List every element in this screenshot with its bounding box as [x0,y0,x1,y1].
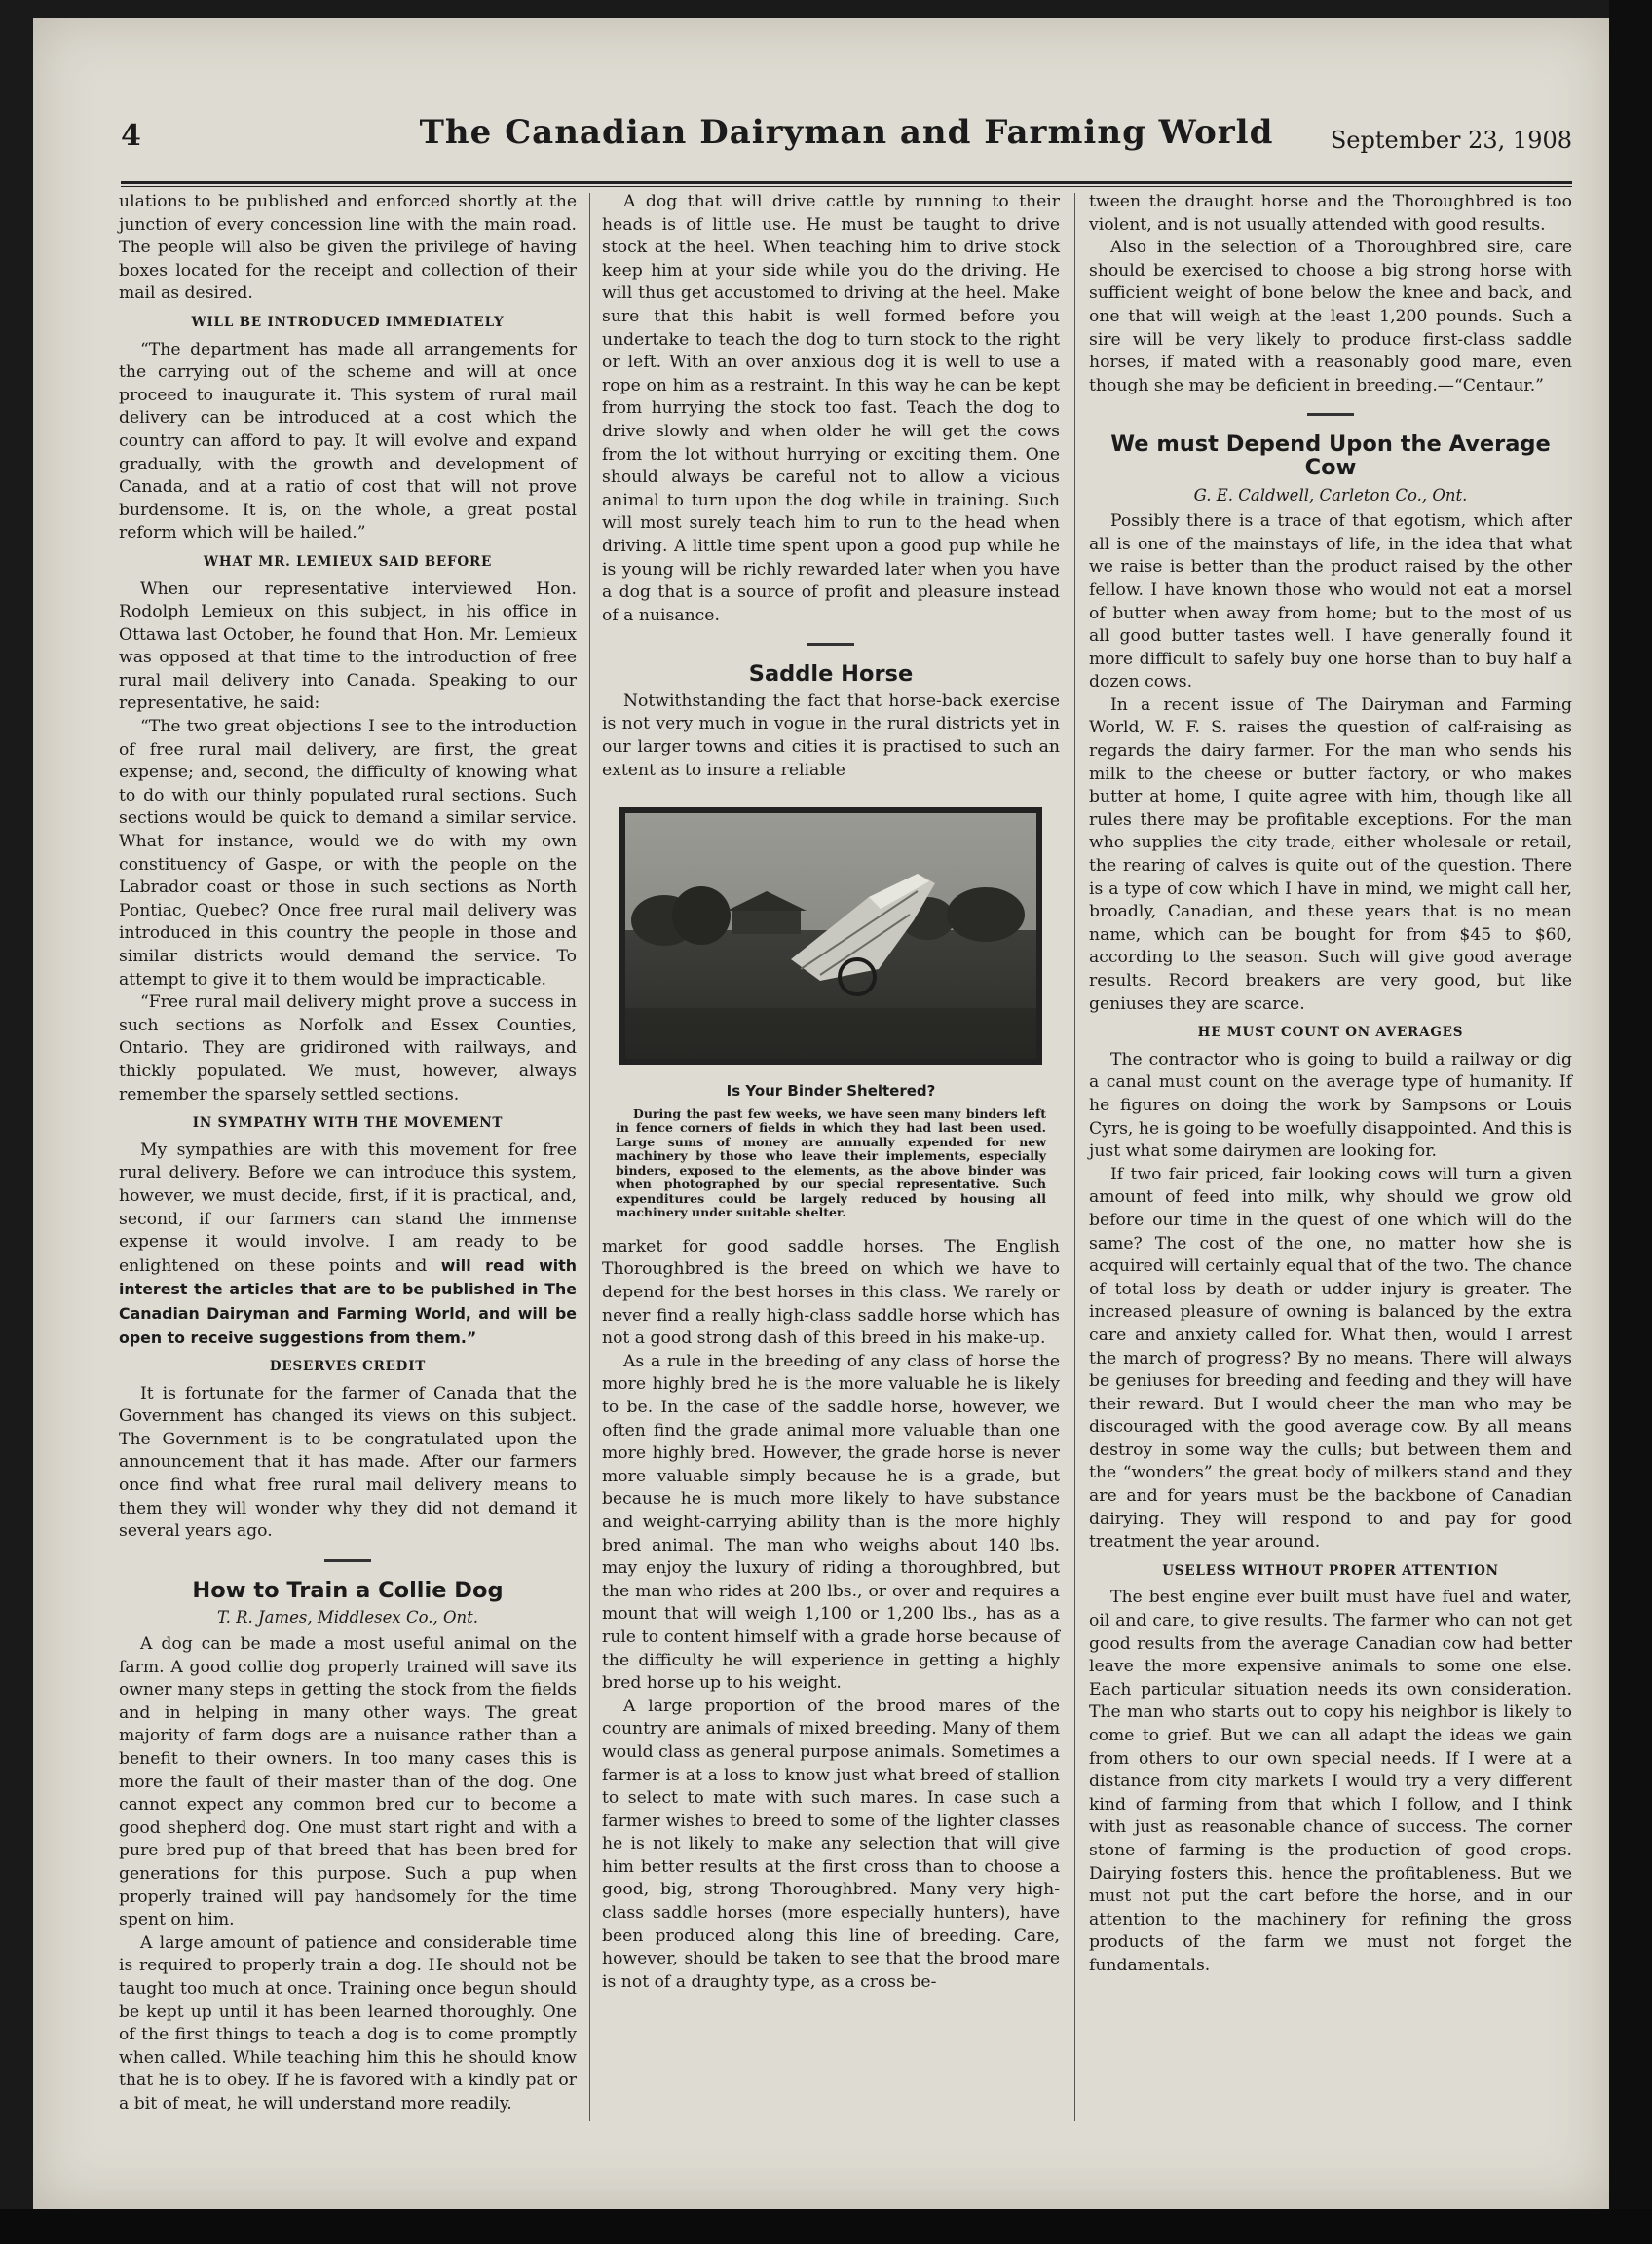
photo-caption-title: Is Your Binder Sheltered? [726,1082,936,1101]
section-divider [807,643,854,646]
article-headline: Saddle Horse [748,661,914,688]
paragraph: A large amount of patience and considerable time is required to properly train a dog. He should not be taught too much at once. Training once begun should be kept up until it has been learned thoroughly. One of the first things to teach a dog is to come promptly when called. While teaching him this he should know that he is to obey. If he is favored with a kindly pat or a bit of meat, he will understand more readily. [119,1932,577,2113]
section-divider [1307,413,1354,416]
page-header [121,107,1572,175]
paragraph: “The department has made all arrangements for the carrying out of the scheme and will at once proceed to inaugurate it. This system of rural mail delivery can be introduced at a cost which the country can afford to pay. It will evolve and expand gradually, with the growth and development of Canada, and at a ratio of cost that will not prove burdensome. It is, on the whole, a great postal reform which will be hailed.” [119,339,577,543]
masthead: The Canadian Dairyman and Farming World [419,113,1274,152]
binder-photo [620,807,1042,1065]
paragraph: In a recent issue of The Dairyman and Farming World, W. F. S. raises the question of calf-raising as regards the dairy farmer. For the man who sends his milk to the cheese or butter factory, or who makes butter at home, I quite agree with him, though like all rules there may be profitable exceptions. For the man who supplies the city trade, either wholesale or retail, the rearing of calves is quite out of the question. There is a type of cow which I have in mind, we might call her, broadly, Canadian, and these years that is no mean name, which can be bought for from $45 to $60, according to the season. Such will give good average results. Record breakers are very good, but like geniuses they are scarce. [1089,694,1572,1014]
paragraph [119,1140,577,1350]
section-divider [324,1559,371,1562]
column-1 [119,191,577,2116]
paragraph: The contractor who is going to build a railway or dig a canal must count on the average type of humanity. If he figures on doing the work by Sampsons or Louis Cyrs, he is going to be woefully disappointed. And this is just what some dairymen are looking for. [1089,1049,1572,1162]
paragraph: As a rule in the breeding of any class of horse the more highly bred he is the more valuable he is likely to be. In the case of the saddle horse, however, we often find the grade animal more valuable than one more highly bred. However, the grade horse is never more valuable simply because he is a grade, but because he is much more likely to have substance and weight-carrying ability than is the more highly bred animal. The man who weighs about 140 lbs. may enjoy the luxury of riding a thoroughbred, but the man who rides at 200 lbs., or over and requires a mount that will weigh 1,100 or 1,200 lbs., has as a rule to content himself with a grade horse because of the difficulty he will experience in getting a highly bred horse up to his weight. [602,1351,1060,1694]
article-headline: We must Depend Upon the Average Cow [1110,431,1551,480]
newspaper-page [33,18,1609,2209]
page-number: 4 [121,119,141,153]
paragraph: “The two great objections I see to the introduction of free rural mail delivery, are first, the great expense; and, second, the difficulty of knowing what to do with our thinly populated rural sections. Such sections would be quick to demand a similar service. What for instance, would we do with my own constituency of Gaspe, or with the people on the Labrador coast or those in such sections as North Pontiac, Quebec? Once free rural mail delivery was introduced in this country the people in those and similar districts would demand the service. To attempt to give it to them would be impracticable. [119,717,577,990]
article-headline: How to Train a Collie Dog [192,1577,504,1603]
paragraph: A dog can be made a most useful animal on the farm. A good collie dog properly trained will save its owner many steps in getting the stock from the fields and in helping in many other ways. The great majority of farm dogs are a nuisance rather than a benefit to their owners. In too many cases this is more the fault of their master than of the dog. One cannot expect any common bred cur to become a good shepherd dog. One must start right and with a pure bred pup of that breed that has been bred for generations for this purpose. Such a pup when properly trained will pay handsomely for the time spent on him. [119,1634,577,1930]
paragraph: ulations to be published and enforced shortly at the junction of every concession line with the main road. The people will also be given the privilege of having boxes located for the receipt and collection of their mail as desired. [119,192,577,304]
article-byline: T. R. James, Middlesex Co., Ont. [217,1608,478,1627]
paragraph-text: My sympathies are with this movement for free rural delivery. Before we can introduce this system, however, we must decide, first, if it is practical, and, second, if our farmers can stand the immense expense it would involve. I am ready to be enlightened on these points and [119,1140,577,1276]
subheading: IN SYMPATHY WITH THE MOVEMENT [192,1115,504,1132]
subheading: DESERVES CREDIT [269,1359,427,1375]
column-2 [602,191,1060,1994]
subheading: HE MUST COUNT ON AVERAGES [1197,1025,1464,1041]
subheading: WHAT MR. LEMIEUX SAID BEFORE [203,553,493,570]
paragraph: If two fair priced, fair looking cows will turn a given amount of feed into milk, why should we grow old before our time in the quest of one which will do the same? The cost of the one, no matter how she is acquired will certainly equal that of the two. The chance of total loss by death or udder injury is greater. The increased pleasure of owning is balanced by the extra care and anxiety called for. What then, would I arrest the march of progress? By no means. There will always be geniuses for breeding and feeding and they will have their reward. But I would cheer the man who may be discouraged with the good average cow. By all means destroy in some way the culls; but between them and the “wonders” the great body of milkers stand and they are and for years must be the backbone of Canadian dairying. They will respond to and pay for good treatment the year around. [1089,1164,1572,1552]
paragraph: tween the draught horse and the Thoroughbred is too violent, and is not usually attended with good results. [1089,192,1572,235]
paragraph: The best engine ever built must have fuel and water, oil and care, to give results. The farmer who can not get good results from the average Canadian cow had better leave the more expensive animals to some one else. Each particular situation needs its own consideration. The man who starts out to copy his neighbor is likely to come to grief. But we can all adapt the ideas we gain from others to our own special needs. If I were at a distance from city markets I would try a very different kind of farming from that which I follow, and I think with just as reasonable chance of success. The corner stone of farming is the production of good crops. Dairying fosters this. hence the profitableness. But we must not put the cart before the horse, and in our attention to the machinery for refining the gross products of the farm we must not forget the fundamentals. [1089,1588,1572,1975]
paragraph: “Free rural mail delivery might prove a success in such sections as Norfolk and Essex Counties, Ontario. They are gridironed with railways, and thickly populated. We must, however, always remember the sparsely settled sections. [119,992,577,1104]
scan-border-bottom [0,2209,1652,2244]
subheading: USELESS WITHOUT PROPER ATTENTION [1162,1562,1499,1579]
paragraph: When our representative interviewed Hon. Rodolph Lemieux on this subject, in his office in Ottawa last October, he found that Hon. Mr. Lemieux was opposed at that time to the introduction of free rural mail delivery into Canada. Speaking to our representative, he said: [119,579,577,714]
issue-date: September 23, 1908 [1330,127,1572,154]
subheading: WILL BE INTRODUCED IMMEDIATELY [191,314,505,330]
binder-photo-image [625,813,1036,1059]
bold-emphasis: will read with interest the articles that are to be published in The Canadian Dairyman and Farming World, and will be open to receive suggestions from them.” [119,1255,577,1347]
photo-caption: During the past few weeks, we have seen many binders left in fence corners of fields in which they had last been used. Large sums of money are annually expended for new machinery by those who leave their implements, especially binders, exposed to the elements, as the above binder was when photographed by our special representative. Such expenditures could be largely reduced by housing all machinery under suitable shelter. [616,1105,1046,1220]
paragraph: Notwithstanding the fact that horse-back exercise is not very much in vogue in the rural districts yet in our larger towns and cities it is practised to such an extent as to insure a reliable [602,691,1060,780]
paragraph: It is fortunate for the farmer of Canada that the Government has changed its views on this subject. The Government is to be congratulated upon the announcement that it has made. After our farmers once find what free rural mail delivery means to them they will wonder why they did not demand it several years ago. [119,1383,577,1542]
paragraph: A large proportion of the brood mares of the country are animals of mixed breeding. Many of them would class as general purpose animals. Sometimes a farmer is at a loss to know just what breed of stallion to select to mate with such mares. In case such a farmer wishes to breed to some of the lighter classes he is not likely to make any selection that will give him better results at the first cross than to choose a good, big, strong Thoroughbred. Many very high-class saddle horses (more especially hunters), have been produced along this line of breeding. Care, however, should be taken to see that the brood mare is not of a draughty type, as a cross be- [602,1696,1060,1992]
header-rule [121,181,1572,187]
article-byline: G. E. Caldwell, Carleton Co., Ont. [1193,485,1468,505]
column-divider [1074,193,1075,2121]
paragraph: A dog that will drive cattle by running to their heads is of little use. He must be taught to drive stock at the heel. When teaching him to drive stock keep him at your side while you do the driving. He will thus get accustomed to driving at the heel. Make sure that this habit is well formed before you undertake to teach the dog to turn stock to the right or left. With an over anxious dog it is well to use a rope on him as a restraint. In this way he can be kept from hurrying the stock too fast. Teach the dog to drive slowly and when older he will get the cows from the lot without hurrying or exciting them. One should always be careful not to allow a vicious animal to turn upon the dog while in training. Such will most surely teach him to run to the head when driving. A little time spent upon a good pup while he is young will be richly rewarded later when you have a dog that is a source of profit and pleasure instead of a nuisance. [602,192,1060,625]
paragraph: market for good saddle horses. The English Thoroughbred is the breed on which we have to depend for the best horses in this class. We rarely or never find a really high-class saddle horse which has not a good strong dash of this breed in his make-up. [602,1236,1060,1349]
scan-border-right [1609,0,1652,2244]
paragraph: Possibly there is a trace of that egotism, which after all is one of the mainstays of life, in the idea that what we raise is better than the product raised by the other fellow. I have known those who would not eat a morsel of butter when away from home; but to the most of us all good butter tastes well. I have generally found it more difficult to safely buy one horse than to buy half a dozen cows. [1089,511,1572,692]
column-3 [1089,191,1572,1978]
paragraph: Also in the selection of a Thoroughbred sire, care should be exercised to choose a big strong horse with sufficient weight of bone below the knee and back, and one that will weigh at the least 1,200 pounds. Such a sire will be very likely to produce first-class saddle horses, if mated with a reasonably good mare, even though she may be deficient in breeding.—“Centaur.” [1089,238,1572,395]
column-divider [589,193,590,2121]
